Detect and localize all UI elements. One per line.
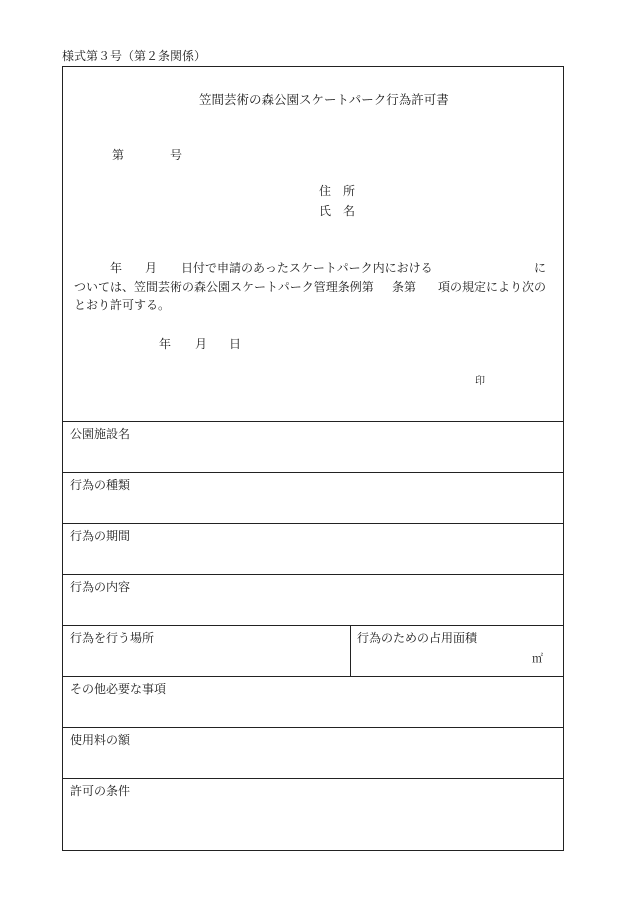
body-ni: に (534, 261, 547, 275)
permit-form (62, 66, 564, 851)
document-title: 笠間芸術の森公園スケートパーク行為許可書 (199, 92, 449, 107)
activity-place-label: 行為を行う場所 (70, 631, 155, 645)
row-divider (63, 421, 563, 422)
body-line1: 日付で申請のあったスケートパーク内における (181, 261, 433, 275)
seal-mark: 印 (475, 376, 485, 387)
occupied-area-label: 行為のための占用面積 (357, 631, 478, 645)
row-divider (63, 523, 563, 524)
issue-date-month: 月 (195, 337, 208, 351)
body-year: 年 (110, 261, 123, 275)
row-divider (63, 727, 563, 728)
activity-content-label: 行為の内容 (70, 580, 131, 594)
row-divider (63, 625, 563, 626)
row-divider (63, 778, 563, 779)
body-jo: 条第 (392, 280, 417, 294)
name-label: 氏 名 (319, 204, 356, 218)
issue-date-day: 日 (229, 337, 242, 351)
row-divider (63, 472, 563, 473)
activity-type-label: 行為の種類 (70, 478, 131, 492)
body-line3: とおり許可する。 (74, 298, 171, 312)
permit-number-prefix: 第 (112, 148, 125, 162)
activity-period-label: 行為の期間 (70, 529, 131, 543)
area-unit: ㎡ (532, 652, 543, 665)
body-line2a: ついては、笠間芸術の森公園スケートパーク管理条例第 (74, 280, 374, 294)
usage-fee-label: 使用料の額 (70, 733, 131, 747)
column-divider (350, 625, 351, 676)
issue-date-year: 年 (159, 337, 172, 351)
permit-conditions-label: 許可の条件 (70, 784, 131, 798)
form-number-label: 様式第３号（第２条関係） (62, 49, 207, 63)
permit-number-suffix: 号 (170, 148, 183, 162)
facility-name-label: 公園施設名 (70, 427, 131, 441)
body-month: 月 (145, 261, 158, 275)
address-label: 住 所 (319, 184, 356, 198)
body-line2b: 項の規定により次の (438, 280, 547, 294)
row-divider (63, 676, 563, 677)
other-matters-label: その他必要な事項 (70, 682, 167, 696)
row-divider (63, 574, 563, 575)
